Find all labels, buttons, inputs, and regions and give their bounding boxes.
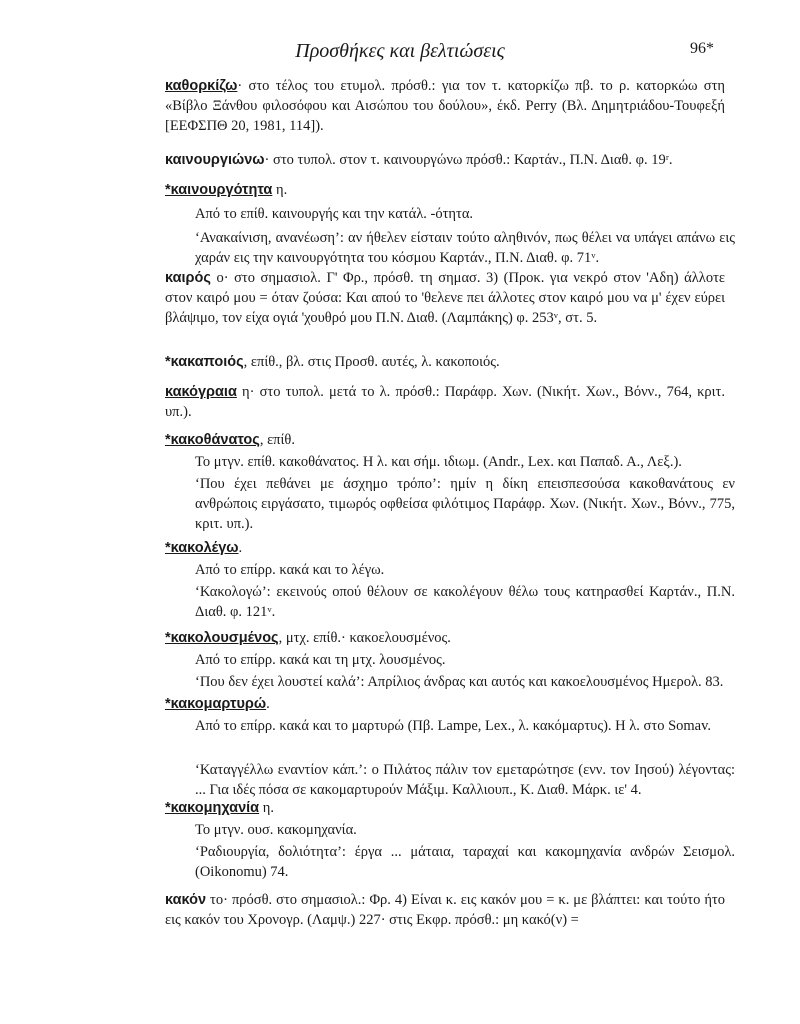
headword: κακόν bbox=[165, 892, 207, 908]
entry-text: το· πρόσθ. στο σημασιολ.: Φρ. 4) Είναι κ. εις κακόν μου = κ. με βλάπτει: και τούτο ήτο εις κακόν του Χρονογρ. (Λαμψ.) 227· στις Εκφρ. πρόσθ.: μη κακό(ν) = bbox=[165, 892, 725, 928]
entry-text: η· στο τυπολ. μετά το λ. πρόσθ.: Παράφρ. Χων. (Νικήτ. Χων., Βόνν., 764, κριτ. υπ.). bbox=[165, 384, 725, 420]
entry-kakograia bbox=[165, 382, 725, 422]
headword: *κακαποιός bbox=[165, 354, 244, 370]
headword: *κακομαρτυρώ bbox=[165, 696, 267, 712]
definition-line: ‘Που έχει πεθάνει με άσχημο τρόπο’: ημίν η δίκη επεισπεσούσα κακοθανάτους εν ανθρώποις ειργάσατο, τιμωρός οφθείσα φιλότιμος Παράφρ. Χων. (Νικήτ. Χων., Βόνν., 775, κριτ. υπ.). bbox=[195, 476, 735, 532]
definition-line: ‘Καταγγέλλω εναντίον κάπ.’: ο Πιλάτος πάλιν τον εμεταρώτησε (ενν. τον Ιησού) λέγοντας: ... Για ιδές πόσα σε κακομαρτυρούν Μάξιμ. Καλλιουπ., Κ. Διαθ. Μάρκ. ιε' 4. bbox=[195, 762, 735, 798]
definition-line: ‘Που δεν έχει λουστεί καλά’: Απρίλιος άνδρας και αυτός και κακοελουσμένος Ημερολ. 83. bbox=[195, 674, 724, 690]
etymology-line: Το μτγν. επίθ. κακοθάνατος. Η λ. και σήμ. ιδιωμ. (Andr., Lex. και Παπαδ. Α., Λεξ.). bbox=[195, 454, 682, 470]
entry-text: . bbox=[266, 696, 270, 712]
headword: *κακομηχανία bbox=[165, 800, 260, 816]
etymology-line: Από το επίθ. καινουργής και την κατάλ. -ότητα. bbox=[195, 206, 474, 222]
entry-kakolousmenos bbox=[165, 628, 725, 648]
definition-line: ‘Κακολογώ’: εκεινούς οπού θέλουν σε κακολέγουν θέλω τους κατηρασθεί Καρτάν., Π.Ν. Διαθ. φ. 121ᵛ. bbox=[195, 584, 735, 620]
definition-line: ‘Ανακαίνιση, ανανέωση’: αν ήθελεν είσταιν τούτο αληθινόν, πως θέλει να υπάγει απάνω εις χαράν εις την καινουργότητα του κόσμου Καρτάν., Π.Ν. Διαθ. φ. 71ᵛ. bbox=[195, 230, 735, 266]
etymology-line: Το μτγν. ουσ. κακομηχανία. bbox=[195, 822, 357, 838]
entry-kainourgiono bbox=[165, 150, 725, 170]
entry-kakolego bbox=[165, 538, 725, 558]
headword: καινουργιώνω bbox=[165, 152, 265, 168]
entry-text: η. bbox=[272, 182, 288, 198]
entry-text: ο· στο σημασιολ. Γ' Φρ., πρόσθ. τη σημασ. 3) (Προκ. για νεκρό στον 'Αδη) άλλοτε στον καιρό μου = όταν ζούσα: Και απού το 'θελενε πει άλλοτες στον καιρό μου να μ' έχεν εύρει βλάψιμο, τον είχα ογιά 'χουθρό μου Π.Ν. Διαθ. (Λαμπάκης) φ. 253ᵛ, στ. 5. bbox=[165, 270, 725, 326]
entry-text: , επίθ., βλ. στις Προσθ. αυτές, λ. κακοποιός. bbox=[243, 354, 500, 370]
definition-line: ‘Ραδιουργία, δολιότητα’: έργα ... μάταια, ταραχαί και κακομηχανία ανδρών Σεισμολ. (Oikonomu) 74. bbox=[195, 844, 735, 880]
entry-kainourgotita bbox=[165, 180, 725, 200]
entry-kairos bbox=[165, 268, 725, 328]
entry-text: . bbox=[238, 540, 243, 556]
page-number: 96* bbox=[690, 40, 714, 57]
entry-kakothanatos bbox=[165, 430, 725, 450]
entry-kakomichania bbox=[165, 798, 725, 818]
headword: *κακολέγω bbox=[165, 540, 239, 556]
running-header-title: Προσθήκες και βελτιώσεις bbox=[295, 40, 505, 62]
entry-text: · στο τυπολ. στον τ. καινουργώνω πρόσθ.: Καρτάν., Π.Ν. Διαθ. φ. 19ʳ. bbox=[264, 152, 673, 168]
headword: καιρός bbox=[165, 270, 211, 286]
etymology-line: Από το επίρρ. κακά και τη μτχ. λουσμένος. bbox=[195, 652, 446, 668]
entry-text: , επίθ. bbox=[259, 432, 295, 448]
entry-kakapoios bbox=[165, 352, 725, 372]
entry-kakomartyro bbox=[165, 694, 725, 714]
entry-kathorkizo bbox=[165, 76, 725, 136]
entry-text: η. bbox=[259, 800, 274, 816]
headword: *κακοθάνατος bbox=[165, 432, 260, 448]
headword: *καινουργότητα bbox=[165, 182, 273, 198]
entry-text: · στο τέλος του ετυμολ. πρόσθ.: για τον τ. κατορκίζω πβ. το ρ. κατορκώω στη «Βίβλο Ξάνθου φιλοσόφου και Αισώπου του δούλου», έκδ. Perry (Βλ. Δημητριάδου-Τουφεξή [ΕΕΦΣΠΘ 20, 1981, 114]). bbox=[165, 78, 725, 134]
headword: κακόγραια bbox=[165, 384, 237, 400]
entry-kakon bbox=[165, 890, 725, 930]
etymology-line: Από το επίρρ. κακά και το μαρτυρώ (Πβ. Lampe, Lex., λ. κακόμαρτυς). Η λ. στο Somav. bbox=[195, 718, 712, 734]
entry-text: , μτχ. επίθ.· κακοελουσμένος. bbox=[278, 630, 451, 646]
headword: καθορκίζω bbox=[165, 78, 238, 94]
etymology-line: Από το επίρρ. κακά και το λέγω. bbox=[195, 562, 385, 578]
headword: *κακολουσμένος bbox=[165, 630, 279, 646]
